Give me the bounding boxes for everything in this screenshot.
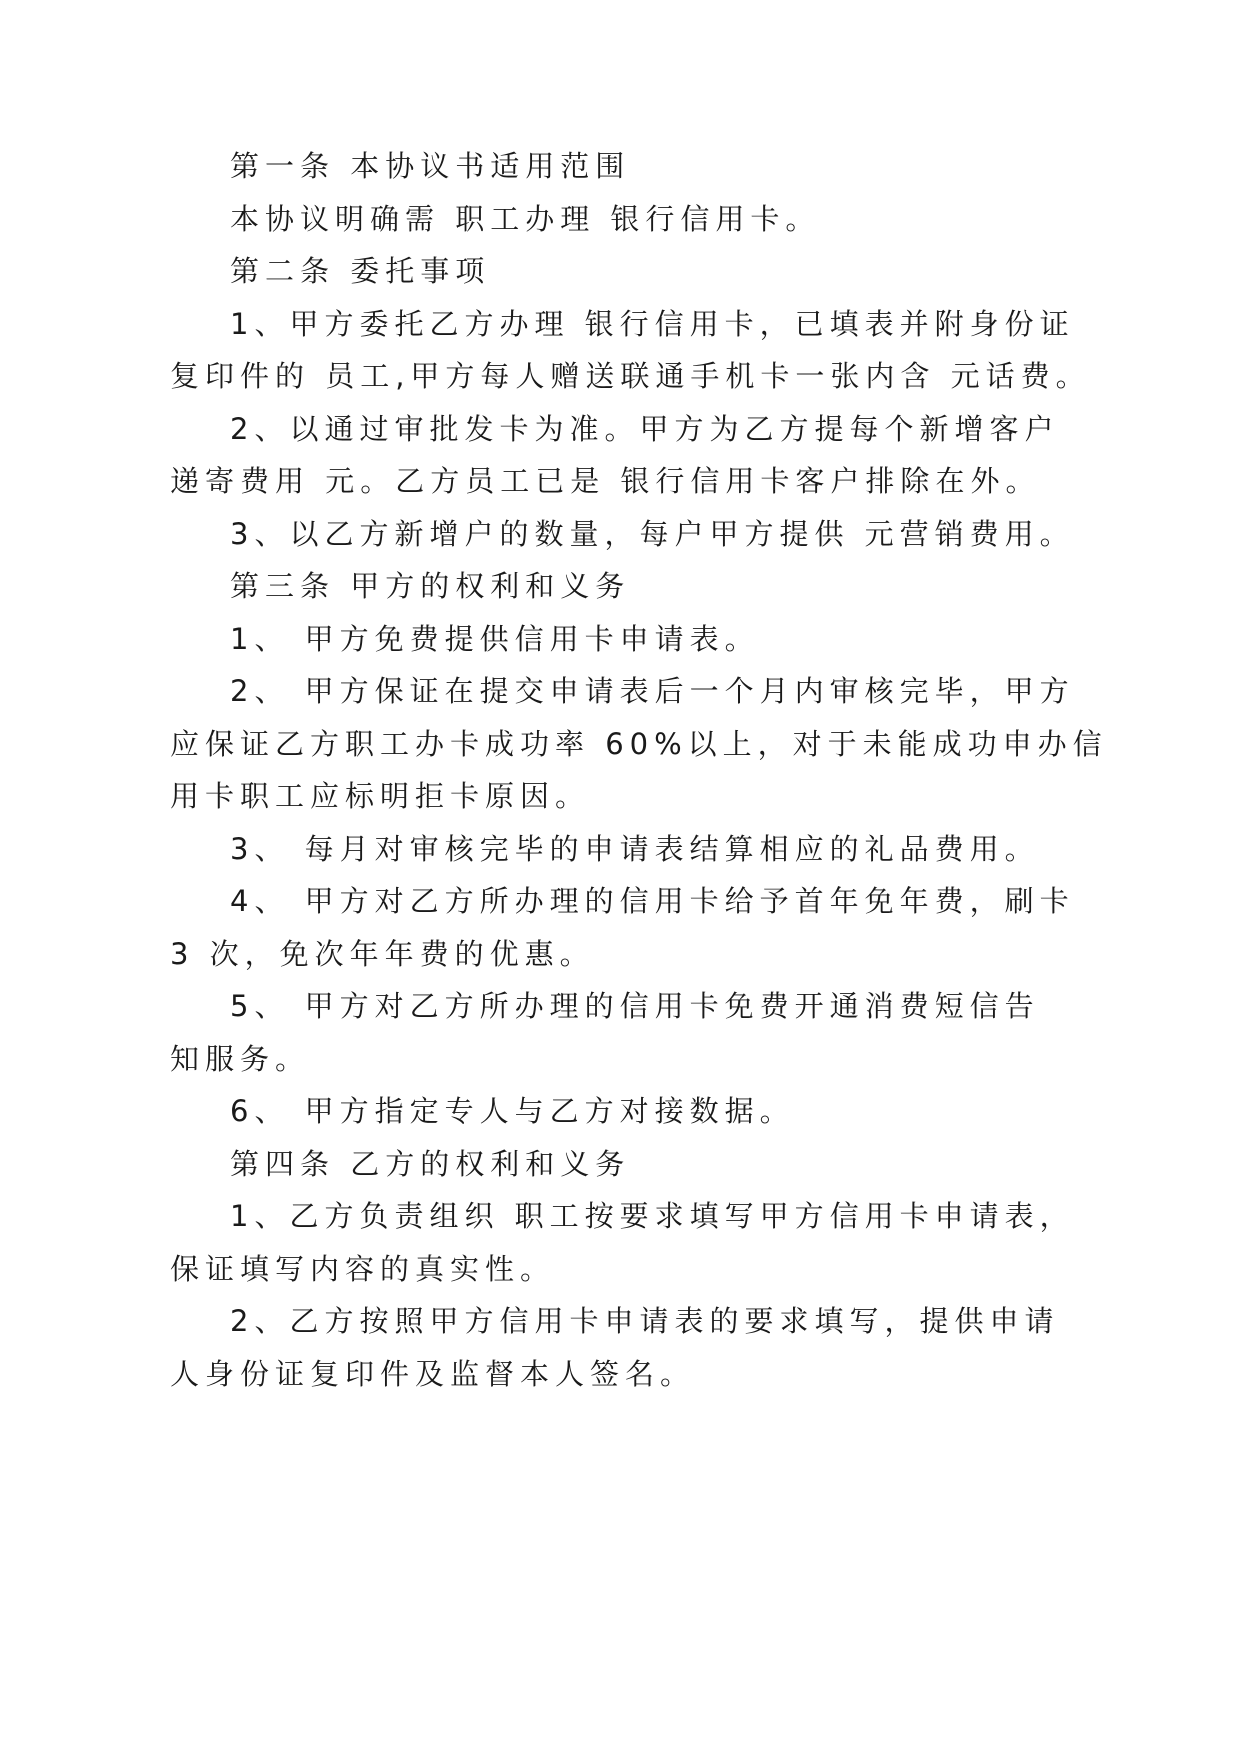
article-heading: 第二条 委托事项	[230, 254, 491, 288]
paragraph-line: 保证填写内容的真实性。	[170, 1252, 556, 1286]
paragraph-line: 递寄费用 元。乙方员工已是 银行信用卡客户排除在外。	[170, 464, 1041, 498]
paragraph-line: 人身份证复印件及监督本人签名。	[170, 1357, 696, 1391]
article-heading: 第三条 甲方的权利和义务	[230, 569, 631, 603]
paragraph-line: 6、 甲方指定专人与乙方对接数据。	[230, 1094, 795, 1128]
paragraph-line: 用卡职工应标明拒卡原因。	[170, 779, 591, 813]
paragraph-line: 1、乙方负责组织 职工按要求填写甲方信用卡申请表，	[230, 1199, 1075, 1233]
paragraph-line: 3、以乙方新增户的数量，每户甲方提供 元营销费用。	[230, 517, 1075, 551]
paragraph-line: 应保证乙方职工办卡成功率 60%以上，对于未能成功申办信	[170, 727, 1108, 761]
paragraph-line: 2、以通过审批发卡为准。甲方为乙方提每个新增客户	[230, 412, 1060, 446]
paragraph-line: 1、甲方委托乙方办理 银行信用卡，已填表并附身份证	[230, 307, 1075, 341]
paragraph-line: 1、 甲方免费提供信用卡申请表。	[230, 622, 760, 656]
article-heading: 第四条 乙方的权利和义务	[230, 1147, 631, 1181]
paragraph-line: 3、 每月对审核完毕的申请表结算相应的礼品费用。	[230, 832, 1040, 866]
paragraph-line: 复印件的 员工,甲方每人赠送联通手机卡一张内含 元话费。	[170, 359, 1091, 393]
paragraph-line: 本协议明确需 职工办理 银行信用卡。	[230, 202, 821, 236]
article-heading: 第一条 本协议书适用范围	[230, 149, 631, 183]
paragraph-line: 知服务。	[170, 1042, 311, 1076]
paragraph-line: 2、乙方按照甲方信用卡申请表的要求填写，提供申请	[230, 1304, 1060, 1338]
paragraph-line: 2、 甲方保证在提交申请表后一个月内审核完毕，甲方	[230, 674, 1075, 708]
paragraph-line: 3 次，免次年年费的优惠。	[170, 937, 595, 971]
paragraph-line: 4、 甲方对乙方所办理的信用卡给予首年免年费，刷卡	[230, 884, 1075, 918]
paragraph-line: 5、 甲方对乙方所办理的信用卡免费开通消费短信告	[230, 989, 1040, 1023]
